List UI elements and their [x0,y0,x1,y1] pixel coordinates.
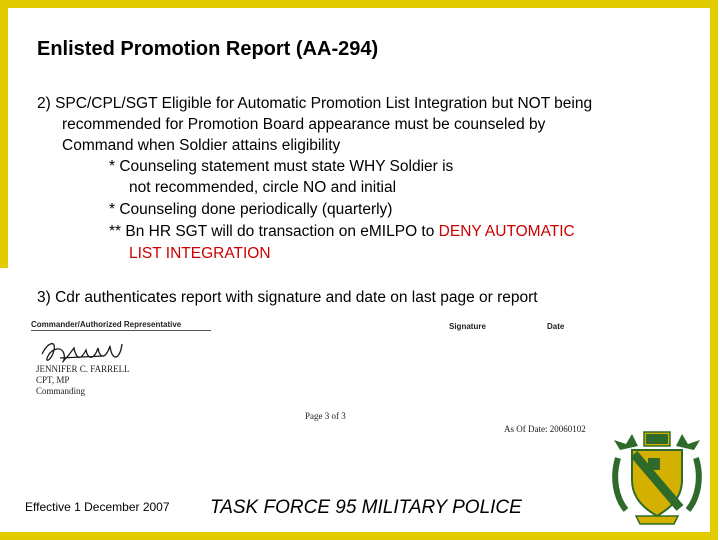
effective-date: Effective 1 December 2007 [25,500,170,514]
scanned-signature-block [28,318,608,438]
unit-crest-icon [612,428,702,528]
bullet3-red-text: DENY AUTOMATIC [438,223,575,240]
bullet2: * Counseling done periodically (quarterly) [109,201,393,218]
slide-title: Enlisted Promotion Report (AA-294) [37,38,379,60]
frame-right-border [710,0,718,540]
item3: 3) Cdr authenticates report with signature and date on last page or report [37,289,538,306]
frame-bottom-border [0,532,718,540]
item2-line3: Command when Soldier attains eligibility [62,137,341,154]
frame-left-border [0,0,8,268]
bullet1-line2: not recommended, circle NO and initial [129,179,397,196]
bullet3-line1 [109,222,575,241]
bullet3-line2: LIST INTEGRATION [129,245,271,262]
item2-line1: 2) SPC/CPL/SGT Eligible for Automatic Promotion List Integration but NOT being [37,95,593,112]
rep-underline [31,330,211,331]
bullet1-line1: * Counseling statement must state WHY Soldier is [109,158,454,175]
item2-line2: recommended for Promotion Board appearance must be counseled by [62,116,546,133]
signature-label: Signature [449,322,486,331]
frame-top-border [0,0,718,8]
commander-name: JENNIFER C. FARRELL [36,364,130,374]
bullet3-prefix: ** Bn HR SGT will do transaction on eMILPO to [109,223,439,240]
as-of-date: As Of Date: 20060102 [504,424,586,434]
commander-rank: CPT, MP [36,375,70,385]
page-number: Page 3 of 3 [305,411,346,421]
rep-label: Commander/Authorized Representative [31,320,182,329]
unit-name: TASK FORCE 95 MILITARY POLICE [210,497,522,518]
commander-role: Commanding [36,386,85,396]
date-label: Date [547,322,565,331]
